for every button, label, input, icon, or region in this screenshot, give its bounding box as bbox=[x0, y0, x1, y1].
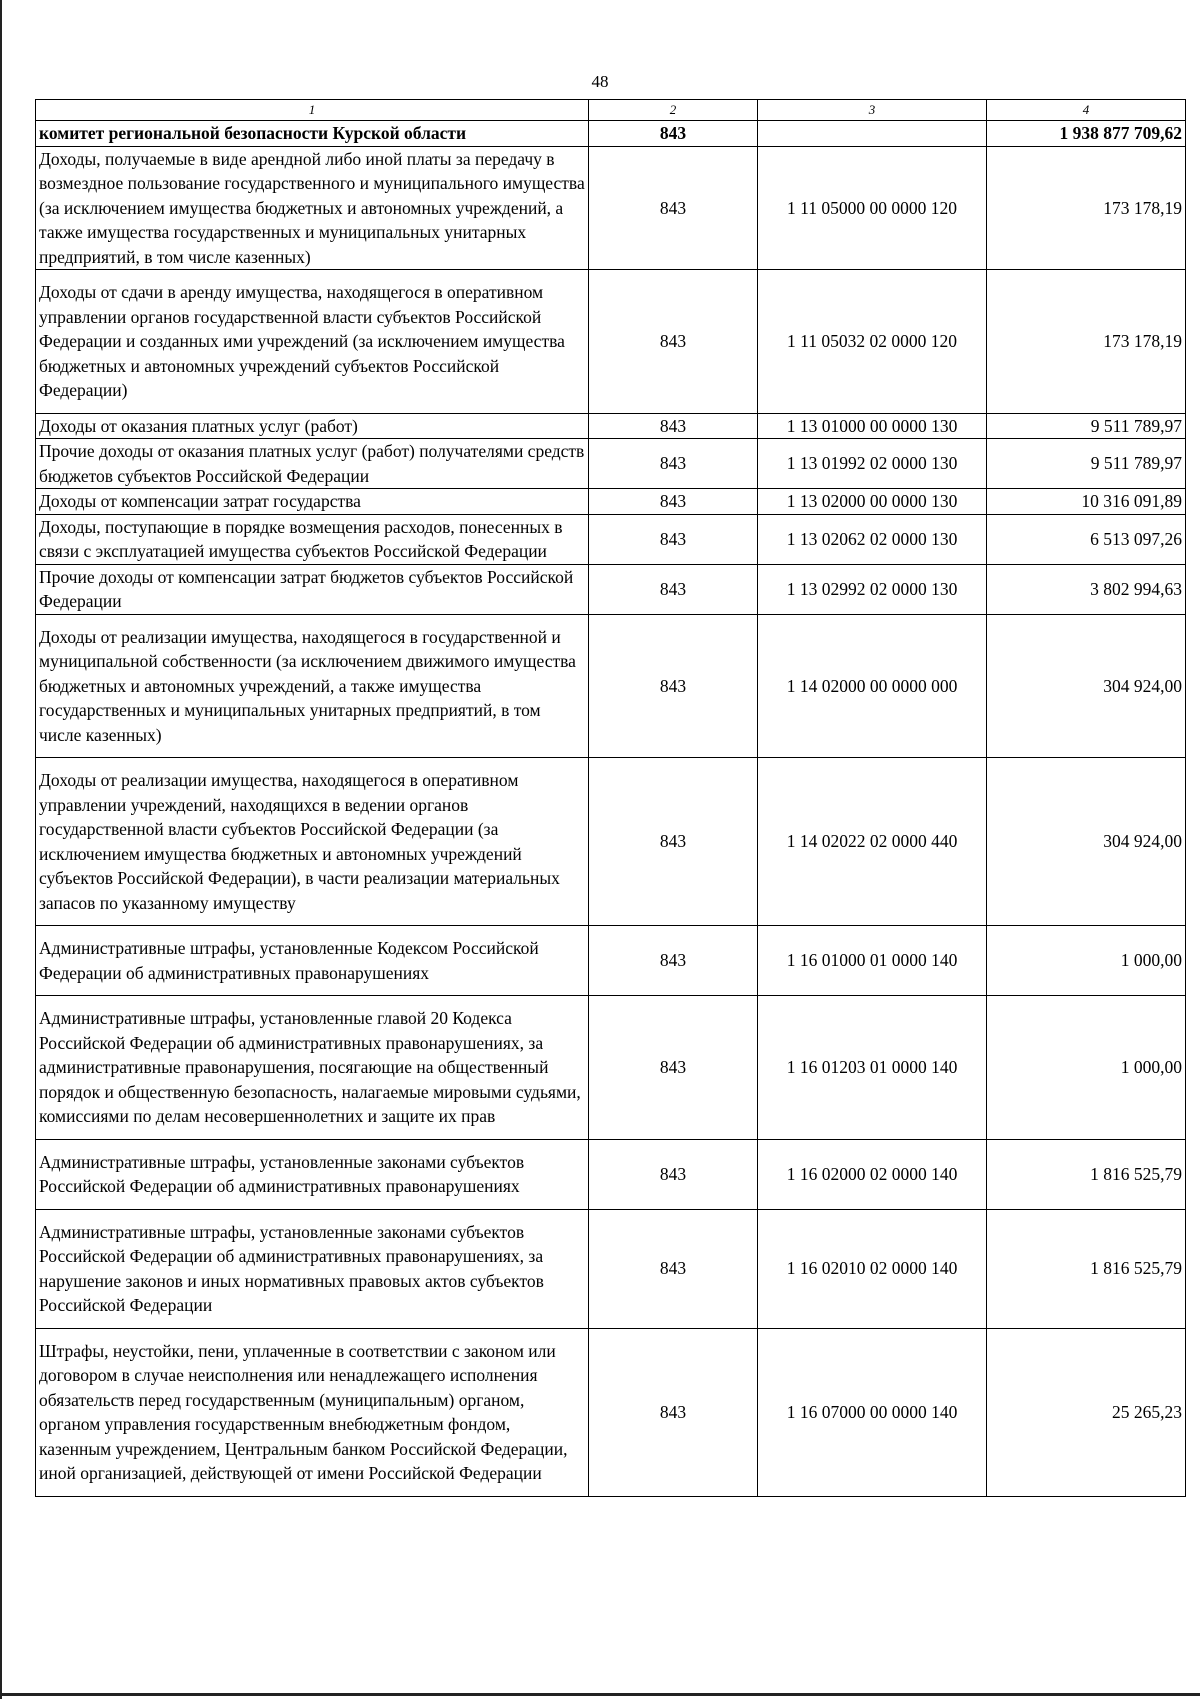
row-name: Доходы, поступающие в порядке возмещения расходов, понесенных в связи с эксплуатацией имущества субъектов Российской Федерации bbox=[36, 514, 589, 564]
row-budget-code: 1 16 01203 01 0000 140 bbox=[758, 996, 987, 1140]
page-number: 48 bbox=[591, 72, 609, 91]
row-admin-code: 843 bbox=[589, 996, 758, 1140]
row-name: Доходы от оказания платных услуг (работ) bbox=[36, 413, 589, 439]
row-admin-code: 843 bbox=[589, 926, 758, 996]
row-amount: 173 178,19 bbox=[987, 270, 1186, 414]
row-amount: 6 513 097,26 bbox=[987, 514, 1186, 564]
row-budget-code: 1 16 01000 01 0000 140 bbox=[758, 926, 987, 996]
table-row bbox=[36, 413, 1186, 439]
row-name: Доходы от сдачи в аренду имущества, находящегося в оперативном управлении органов государственной власти субъектов Российской Федерации и созданных ими учреждений (за исключением имущества бюджетных и автономных учреждений субъектов Российской Федерации) bbox=[36, 270, 589, 414]
row-amount: 1 816 525,79 bbox=[987, 1139, 1186, 1209]
scan-bottom-edge bbox=[0, 1693, 1200, 1696]
row-name: Прочие доходы от компенсации затрат бюджетов субъектов Российской Федерации bbox=[36, 564, 589, 614]
row-name: Доходы, получаемые в виде арендной либо иной платы за передачу в возмездное пользование государственного и муниципального имущества (за исключением имущества бюджетных и автономных учреждений, а также имущества государственных и муниципальных унитарных предприятий, в том числе казенных) bbox=[36, 146, 589, 270]
row-admin-code: 843 bbox=[589, 270, 758, 414]
table-row bbox=[36, 614, 1186, 758]
row-name: Доходы от реализации имущества, находящегося в оперативном управлении учреждений, находящихся в ведении органов государственной власти субъектов Российской Федерации (за исключением имущества бюджетных и автономных учреждений субъектов Российской Федерации), в части реализации материальных запасов по указанному имуществу bbox=[36, 758, 589, 926]
row-budget-code: 1 14 02000 00 0000 000 bbox=[758, 614, 987, 758]
row-budget-code: 1 16 07000 00 0000 140 bbox=[758, 1328, 987, 1496]
row-amount: 304 924,00 bbox=[987, 758, 1186, 926]
column-header-2: 2 bbox=[589, 100, 758, 121]
row-admin-code: 843 bbox=[589, 614, 758, 758]
row-name: Штрафы, неустойки, пени, уплаченные в соответствии с законом или договором в случае неисполнения или ненадлежащего исполнения обязательств перед государственным (муниципальным) органом, органом управления государственным внебюджетным фондом, казенным учреждением, Центральным банком Российской Федерации, иной организацией, действующей от имени Российской Федерации bbox=[36, 1328, 589, 1496]
row-amount: 304 924,00 bbox=[987, 614, 1186, 758]
row-amount: 9 511 789,97 bbox=[987, 413, 1186, 439]
row-amount: 9 511 789,97 bbox=[987, 439, 1186, 489]
table-row bbox=[36, 146, 1186, 270]
row-budget-code: 1 13 02992 02 0000 130 bbox=[758, 564, 987, 614]
row-name: Доходы от компенсации затрат государства bbox=[36, 489, 589, 515]
row-amount: 173 178,19 bbox=[987, 146, 1186, 270]
row-name: Прочие доходы от оказания платных услуг (работ) получателями средств бюджетов субъектов Российской Федерации bbox=[36, 439, 589, 489]
row-amount: 25 265,23 bbox=[987, 1328, 1186, 1496]
table-row bbox=[36, 996, 1186, 1140]
row-admin-code: 843 bbox=[589, 1209, 758, 1328]
row-budget-code: 1 14 02022 02 0000 440 bbox=[758, 758, 987, 926]
table-row bbox=[36, 1139, 1186, 1209]
row-name: Административные штрафы, установленные Кодексом Российской Федерации об административных правонарушениях bbox=[36, 926, 589, 996]
row-amount: 10 316 091,89 bbox=[987, 489, 1186, 515]
row-budget-code bbox=[758, 121, 987, 147]
table-row bbox=[36, 489, 1186, 515]
row-name: Административные штрафы, установленные законами субъектов Российской Федерации об административных правонарушениях, за нарушение законов и иных нормативных правовых актов субъектов Российской Федерации bbox=[36, 1209, 589, 1328]
row-admin-code: 843 bbox=[589, 439, 758, 489]
row-admin-code: 843 bbox=[589, 1328, 758, 1496]
row-amount: 1 000,00 bbox=[987, 996, 1186, 1140]
table-row bbox=[36, 514, 1186, 564]
row-admin-code: 843 bbox=[589, 146, 758, 270]
row-name: Административные штрафы, установленные главой 20 Кодекса Российской Федерации об административных правонарушениях, за административные правонарушения, посягающие на общественный порядок и общественную безопасность, налагаемые мировыми судьями, комиссиями по делам несовершеннолетних и защите их прав bbox=[36, 996, 589, 1140]
row-budget-code: 1 13 01000 00 0000 130 bbox=[758, 413, 987, 439]
table-row bbox=[36, 270, 1186, 414]
row-budget-code: 1 16 02000 02 0000 140 bbox=[758, 1139, 987, 1209]
row-amount: 1 816 525,79 bbox=[987, 1209, 1186, 1328]
column-header-4: 4 bbox=[987, 100, 1186, 121]
table-row bbox=[36, 758, 1186, 926]
row-name: комитет региональной безопасности Курской области bbox=[36, 121, 589, 147]
table-row bbox=[36, 1209, 1186, 1328]
row-admin-code: 843 bbox=[589, 514, 758, 564]
row-admin-code: 843 bbox=[589, 1139, 758, 1209]
table-row bbox=[36, 1328, 1186, 1496]
row-budget-code: 1 13 01992 02 0000 130 bbox=[758, 439, 987, 489]
row-budget-code: 1 13 02062 02 0000 130 bbox=[758, 514, 987, 564]
column-header-3: 3 bbox=[758, 100, 987, 121]
row-amount: 3 802 994,63 bbox=[987, 564, 1186, 614]
row-budget-code: 1 11 05000 00 0000 120 bbox=[758, 146, 987, 270]
row-amount: 1 938 877 709,62 bbox=[987, 121, 1186, 147]
revenue-table bbox=[35, 99, 1186, 1497]
table-row bbox=[36, 564, 1186, 614]
row-admin-code: 843 bbox=[589, 121, 758, 147]
row-budget-code: 1 13 02000 00 0000 130 bbox=[758, 489, 987, 515]
row-name: Административные штрафы, установленные законами субъектов Российской Федерации об административных правонарушениях bbox=[36, 1139, 589, 1209]
row-admin-code: 843 bbox=[589, 758, 758, 926]
row-admin-code: 843 bbox=[589, 413, 758, 439]
row-admin-code: 843 bbox=[589, 564, 758, 614]
row-admin-code: 843 bbox=[589, 489, 758, 515]
table-row bbox=[36, 439, 1186, 489]
header-row bbox=[36, 100, 1186, 121]
row-amount: 1 000,00 bbox=[987, 926, 1186, 996]
table-row bbox=[36, 121, 1186, 147]
row-name: Доходы от реализации имущества, находящегося в государственной и муниципальной собственности (за исключением движимого имущества бюджетных и автономных учреждений, а также имущества государственных и муниципальных унитарных предприятий, в том числе казенных) bbox=[36, 614, 589, 758]
scan-left-edge bbox=[0, 0, 2, 1699]
table-row bbox=[36, 926, 1186, 996]
row-budget-code: 1 11 05032 02 0000 120 bbox=[758, 270, 987, 414]
column-header-1: 1 bbox=[36, 100, 589, 121]
row-budget-code: 1 16 02010 02 0000 140 bbox=[758, 1209, 987, 1328]
